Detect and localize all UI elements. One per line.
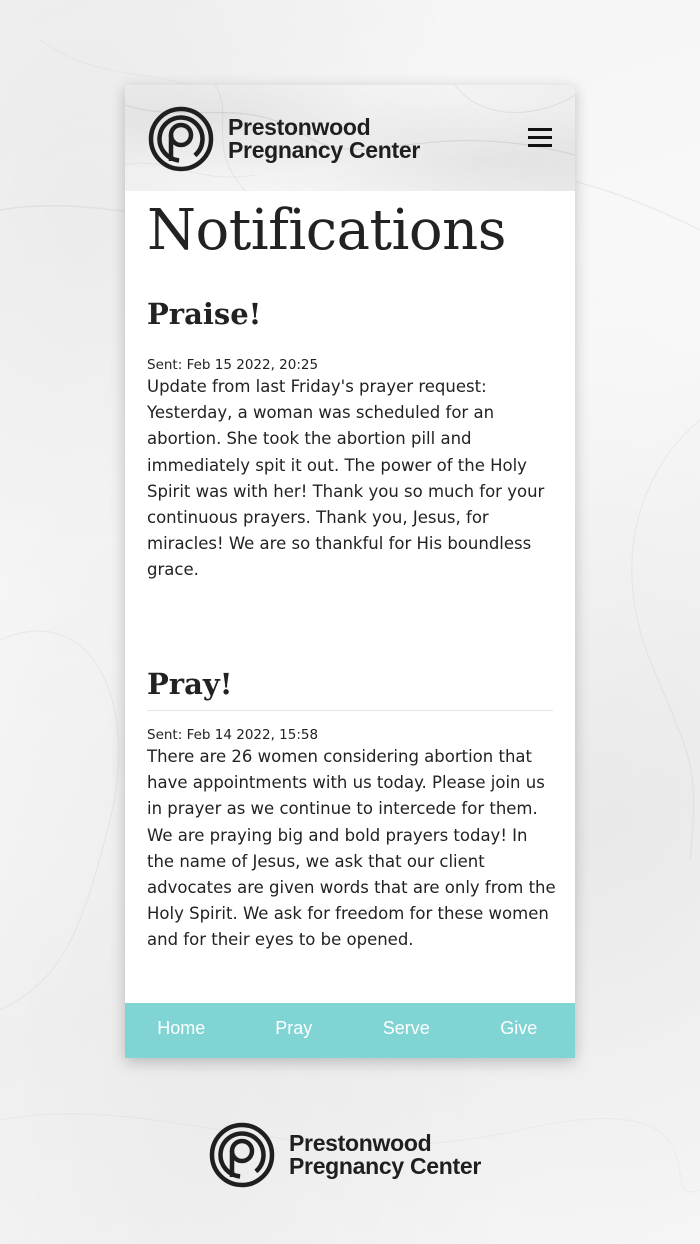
notification-item xyxy=(147,294,553,584)
brand-line-2: Pregnancy Center xyxy=(228,137,421,163)
notification-sent-date: Sent: Feb 14 2022, 15:58 xyxy=(147,727,319,743)
app-screen xyxy=(125,85,575,1058)
notification-body: There are 26 women considering abortion that have appointments with us today. Please join us in prayer as we continue to intercede for them. We are praying big and bold prayers today! In the name of Jesus, we ask that our client advocates are given words that are only from the Holy Spirit. We ask for freedom for these women and for their eyes to be opened. xyxy=(147,747,556,950)
hamburger-menu-icon[interactable] xyxy=(528,128,552,148)
prestonwood-logo-icon xyxy=(148,106,214,172)
menu-bar xyxy=(528,128,552,131)
notification-title: Pray! xyxy=(147,667,233,701)
bottom-navigation xyxy=(125,1003,575,1058)
notifications-content[interactable] xyxy=(125,191,575,1003)
brand-name xyxy=(228,116,420,162)
notification-item xyxy=(147,664,556,954)
menu-bar xyxy=(528,144,552,147)
brand-line-1: Prestonwood xyxy=(289,1130,432,1156)
nav-serve[interactable]: Serve xyxy=(382,1018,430,1038)
notification-body: Update from last Friday's prayer request: Yesterday, a woman was scheduled for an abortion. She took the abortion pill and immediately spit it out. The power of the Holy Spirit was with her! Thank you so much for your continuous prayers. Thank you, Jesus, for miracles! We are so thankful for His boundless grace. xyxy=(147,377,545,580)
brand-line-1: Prestonwood xyxy=(228,114,371,140)
menu-bar xyxy=(528,136,552,139)
brand-name xyxy=(289,1132,481,1178)
notification-title: Praise! xyxy=(147,297,262,331)
app-header xyxy=(125,85,575,191)
nav-pray[interactable]: Pray xyxy=(275,1018,313,1038)
page-title: Notifications xyxy=(147,198,506,263)
nav-give[interactable]: Give xyxy=(500,1018,538,1038)
header-logo[interactable] xyxy=(148,106,420,172)
notification-sent-date: Sent: Feb 15 2022, 20:25 xyxy=(147,357,319,373)
footer-logo xyxy=(209,1122,481,1188)
nav-home[interactable]: Home xyxy=(157,1018,206,1038)
brand-line-2: Pregnancy Center xyxy=(289,1153,482,1179)
prestonwood-logo-icon xyxy=(209,1122,275,1188)
